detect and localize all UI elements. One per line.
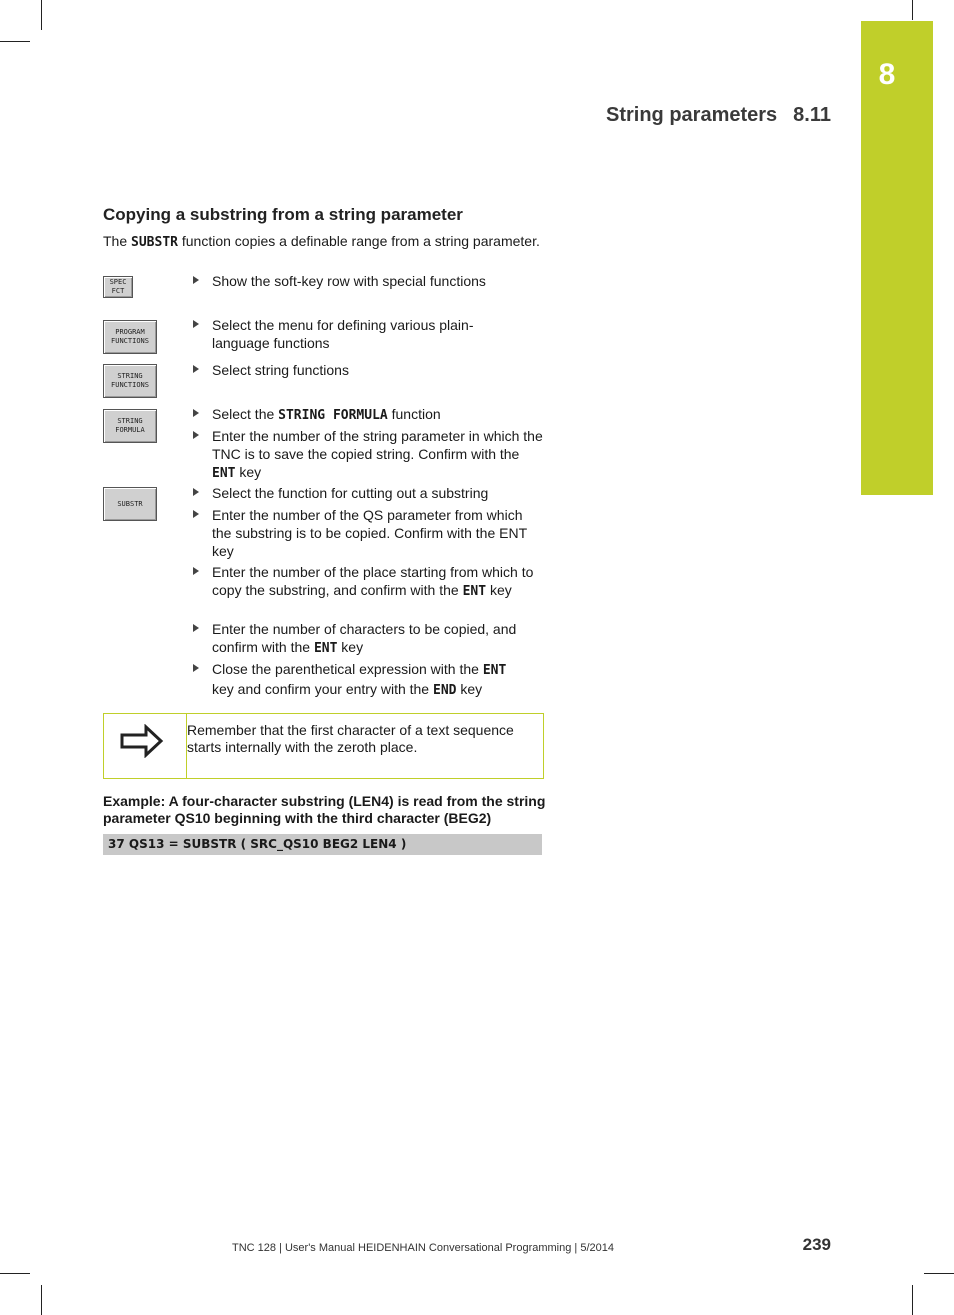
step-arrow-icon: [193, 567, 199, 575]
chapter-tab: [861, 21, 933, 495]
step-item: Enter the number of characters to be copied, and confirm with the ENT key: [193, 620, 545, 658]
step-arrow-icon: [193, 276, 199, 284]
softkey-string-formula[interactable]: STRING FORMULA: [103, 409, 157, 443]
softkey-spec-fct[interactable]: SPEC FCT: [103, 276, 133, 298]
step-arrow-icon: [193, 431, 199, 439]
crop-mark: [0, 41, 30, 42]
step-arrow-icon: [193, 365, 199, 373]
arrow-right-icon: [120, 724, 164, 758]
step-item: Close the parenthetical expression with the ENT key and confirm your entry with the END key: [193, 660, 545, 700]
crop-mark: [41, 1285, 42, 1315]
substr-keyword: SUBSTR: [131, 235, 178, 250]
step-arrow-icon: [193, 624, 199, 632]
step-arrow-icon: [193, 664, 199, 672]
softkey-substr[interactable]: SUBSTR: [103, 487, 157, 521]
step-arrow-icon: [193, 409, 199, 417]
step-arrow-icon: [193, 320, 199, 328]
step-item: Enter the number of the string parameter in which the TNC is to save the copied string. Confirm with the ENT key: [193, 427, 545, 483]
step-item: Enter the number of the QS parameter from which the substring is to be copied. Confirm with the ENT key: [193, 506, 545, 560]
example-heading: Example: A four-character substring (LEN4) is read from the string parameter QS10 beginning with the third character (BEG2): [103, 793, 546, 826]
crop-mark: [912, 1285, 913, 1315]
step-item: Show the soft-key row with special functions: [193, 272, 545, 290]
chapter-number: 8: [878, 58, 896, 91]
step-item: Select the function for cutting out a substring: [193, 484, 545, 502]
note-box: [103, 713, 544, 779]
step-arrow-icon: [193, 488, 199, 496]
section-title: Copying a substring from a string parameter: [103, 205, 463, 224]
running-head-section: 8.11: [793, 104, 831, 126]
code-line: 37 QS13 = SUBSTR ( SRC_QS10 BEG2 LEN4 ): [103, 834, 542, 855]
crop-mark: [924, 1273, 954, 1274]
crop-mark: [41, 0, 42, 30]
page-number: 239: [802, 1235, 831, 1254]
step-item: Select the STRING FORMULA function: [193, 405, 545, 425]
step-item: Select string functions: [193, 361, 545, 379]
step-item: Enter the number of the place starting from which to copy the substring, and confirm with the ENT key: [193, 563, 545, 601]
footer-text: TNC 128 | User's Manual HEIDENHAIN Conversational Programming | 5/2014: [232, 1242, 614, 1254]
softkey-string-functions[interactable]: STRING FUNCTIONS: [103, 364, 157, 398]
intro-paragraph: The SUBSTR function copies a definable range from a string parameter.: [103, 233, 540, 250]
softkey-program-functions[interactable]: PROGRAM FUNCTIONS: [103, 320, 157, 354]
crop-mark: [0, 1273, 30, 1274]
step-arrow-icon: [193, 510, 199, 518]
step-item: Select the menu for defining various plain-language functions: [193, 316, 545, 352]
running-head: [560, 104, 831, 127]
running-head-title: String parameters: [606, 104, 778, 126]
crop-mark: [912, 0, 913, 20]
note-text: Remember that the first character of a text sequence starts internally with the zeroth place.: [187, 722, 514, 755]
